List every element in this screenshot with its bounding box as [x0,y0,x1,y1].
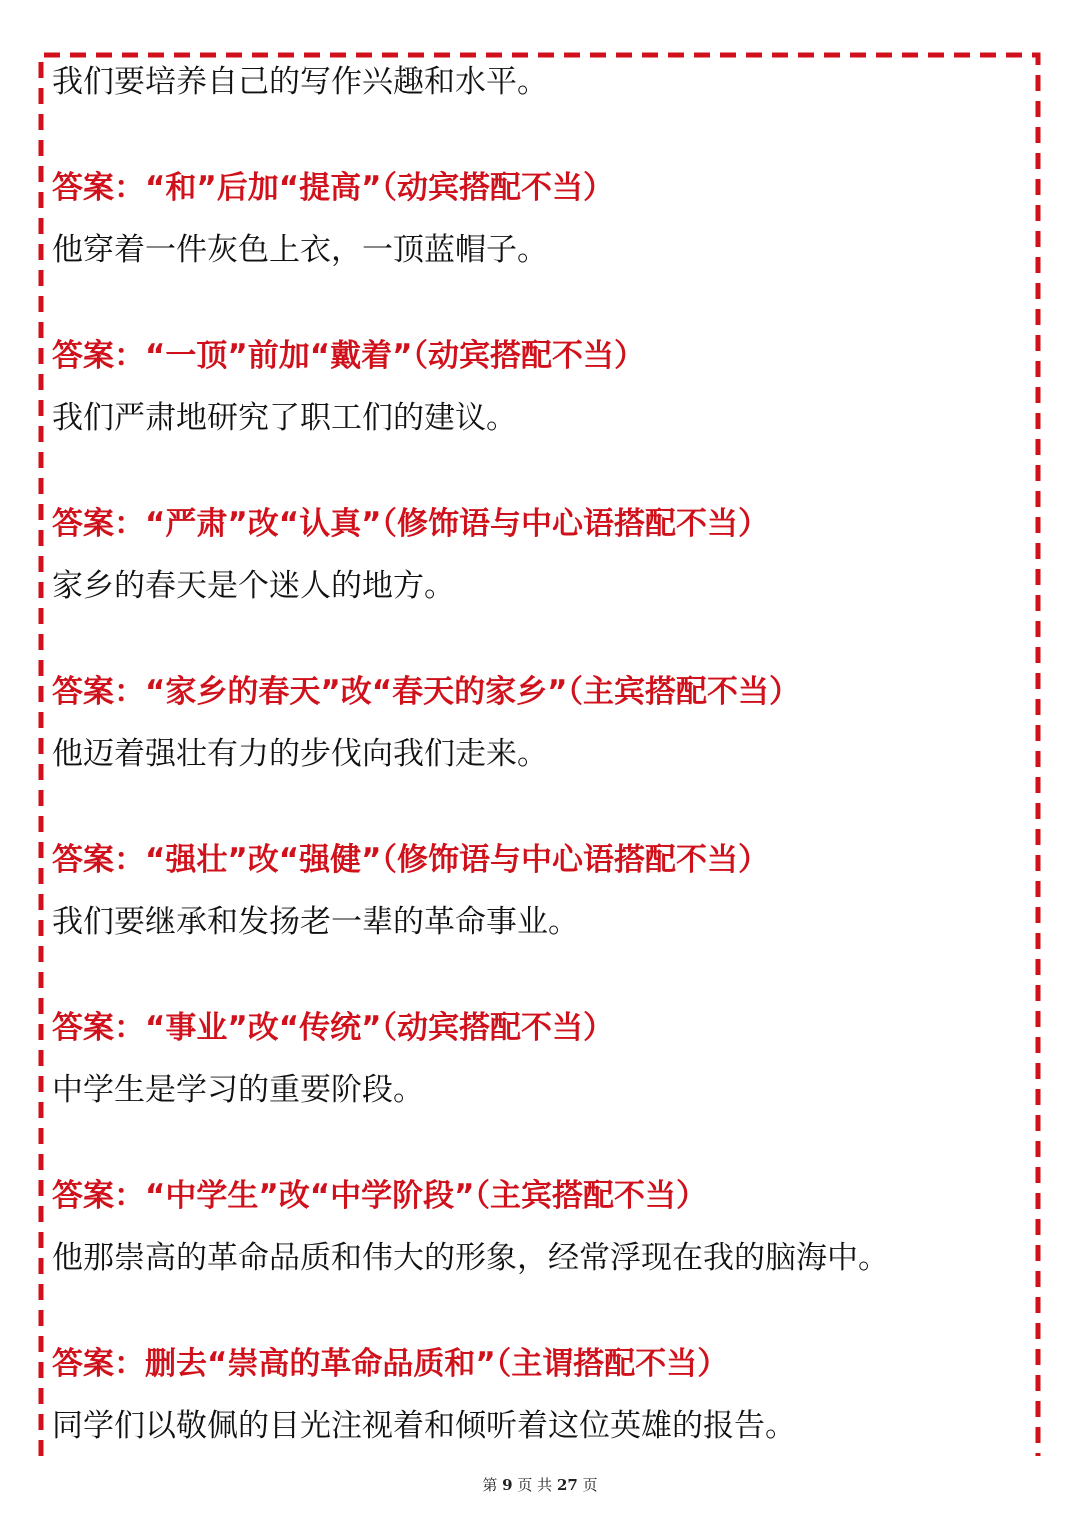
answer-line: 答案：“强壮”改“强健”（修饰语与中心语搭配不当） [52,842,769,878]
answer-line: 答案：“和”后加“提高”（动宾搭配不当） [52,170,614,206]
footer-middle: 页 共 [517,1476,553,1494]
page-number: 9 [502,1476,513,1494]
answer-line: 答案：删去“崇高的革命品质和”（主谓搭配不当） [52,1346,729,1382]
question-line: 他那崇高的革命品质和伟大的形象，经常浮现在我的脑海中。 [52,1240,889,1276]
answer-line: 答案：“一顶”前加“戴着”（动宾搭配不当） [52,338,645,374]
answer-line: 答案：“严肃”改“认真”（修饰语与中心语搭配不当） [52,506,769,542]
question-line: 中学生是学习的重要阶段。 [52,1072,424,1108]
question-line: 我们要继承和发扬老一辈的革命事业。 [52,904,579,940]
question-line: 我们严肃地研究了职工们的建议。 [52,400,517,436]
question-line: 同学们以敬佩的目光注视着和倾听着这位英雄的报告。 [52,1408,796,1444]
footer-prefix: 第 [482,1476,498,1494]
answer-line: 答案：“中学生”改“中学阶段”（主宾搭配不当） [52,1178,707,1214]
page-footer [0,1474,1080,1495]
answer-line: 答案：“事业”改“传统”（动宾搭配不当） [52,1010,614,1046]
question-line: 家乡的春天是个迷人的地方。 [52,568,455,604]
question-line: 他穿着一件灰色上衣，一顶蓝帽子。 [52,232,548,268]
question-line: 他迈着强壮有力的步伐向我们走来。 [52,736,548,772]
answer-line: 答案：“家乡的春天”改“春天的家乡”（主宾搭配不当） [52,674,800,710]
total-pages: 27 [556,1476,578,1494]
question-line: 我们要培养自己的写作兴趣和水平。 [52,64,548,100]
footer-suffix: 页 [582,1476,598,1494]
